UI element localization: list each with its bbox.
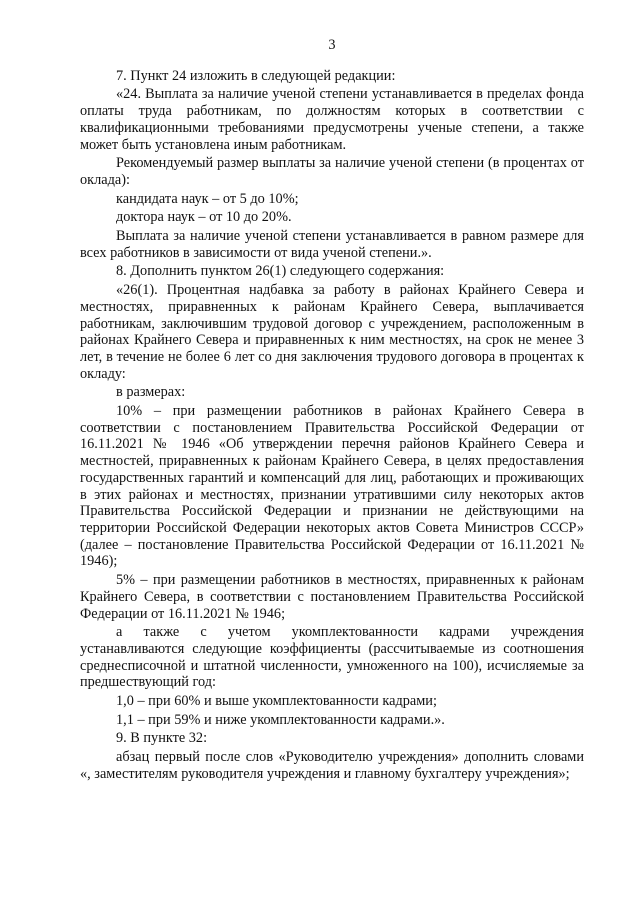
paragraph-coef-1-0: 1,0 – при 60% и выше укомплектованности кадрами; [116,693,437,710]
paragraph-in-sizes: в размерах: [116,384,186,401]
paragraph-candidate: кандидата наук – от 5 до 10%; [116,190,299,207]
page-number: 3 [328,37,336,53]
paragraph-equal-size: Выплата за наличие ученой степени устанавливается в равном размере для всех работников в зависимости от вида ученой степени.». [80,228,584,261]
paragraph-item-24: «24. Выплата за наличие ученой степени устанавливается в пределах фонда оплаты труда работникам, по должностям которых в соответствии с квалификационными требованиями предусмотрены ученые степени, а также может быть установлена иным работникам. [80,86,584,153]
paragraph-coefficients: а также с учетом укомплектованности кадрами учреждения устанавливаются следующие коэффициенты (рассчитываемые из соотношения среднесписочной и штатной численности, умноженного на 100), исчисляемые за предшествующий год: [80,624,584,691]
paragraph-item-7: 7. Пункт 24 изложить в следующей редакции: [116,67,396,84]
paragraph-item-26-1: «26(1). Процентная надбавка за работу в районах Крайнего Севера и местностях, приравненных к районам Крайнего Севера, выплачивается работникам, заключившим трудовой договор с учреждением, расположенным в районах Крайнего Севера и приравненных к ним местностях, на срок не менее 3 лет, в течение не более 6 лет со дня заключения трудового договора в процентах к окладу: [80,282,584,382]
paragraph-item-9: 9. В пункте 32: [116,730,208,747]
paragraph-recommended-size: Рекомендуемый размер выплаты за наличие ученой степени (в процентах от оклада): [80,155,584,188]
paragraph-first-abzac: абзац первый после слов «Руководителю учреждения» дополнить словами «, заместителям руководителя учреждения и главному бухгалтеру учреждения»; [80,749,584,782]
paragraph-doctor: доктора наук – от 10 до 20%. [116,209,292,226]
paragraph-5-percent: 5% – при размещении работников в местностях, приравненных к районам Крайнего Севера, в соответствии с постановлением Правительства Российской Федерации от 16.11.2021 № 1946; [80,572,584,622]
paragraph-item-8: 8. Дополнить пунктом 26(1) следующего содержания: [116,263,445,280]
paragraph-coef-1-1: 1,1 – при 59% и ниже укомплектованности кадрами.». [116,711,445,728]
paragraph-10-percent: 10% – при размещении работников в районах Крайнего Севера в соответствии с постановлением Правительства Российской Федерации от 16.11.2021 № 1946 «Об утверждении перечня районов Крайнего Севера и местностей, приравненных к районам Крайнего Севера, в целях предоставления государственных гарантий и компенсаций для лиц, работающих и проживающих в этих районах и местностях, признании утратившими силу некоторых актов Правительства Российской Федерации и признании не действующими на территории Российской Федерации некоторых актов Совета Министров СССР» (далее – постановление Правительства Российской Федерации от 16.11.2021 № 1946); [80,403,584,570]
